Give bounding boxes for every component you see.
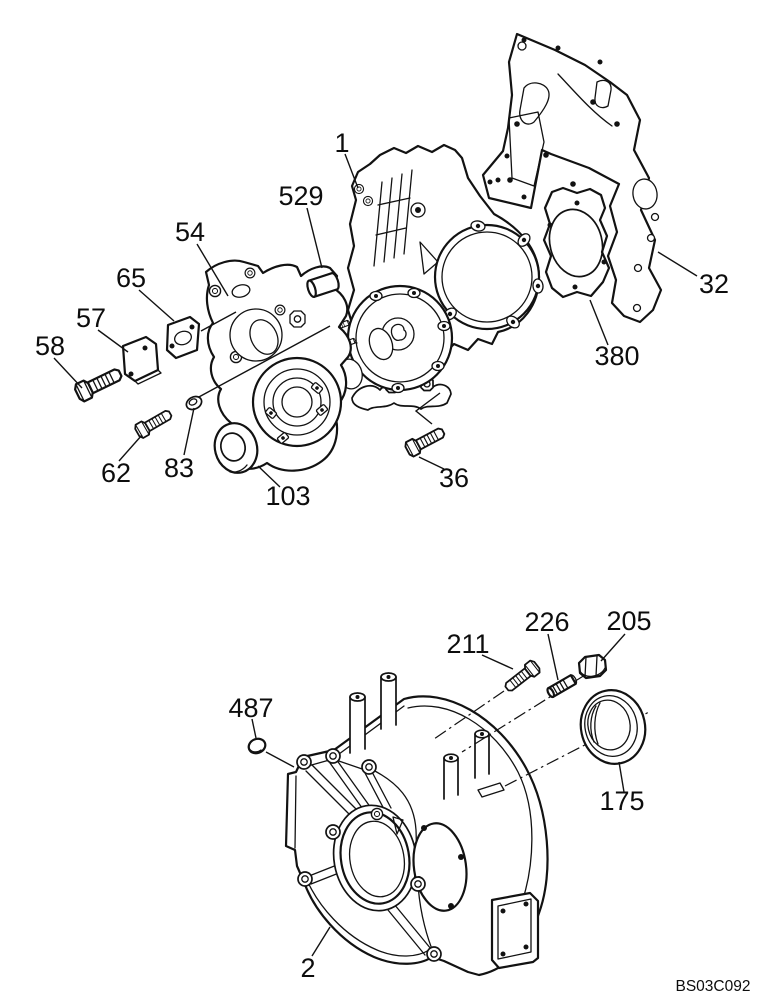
- leader-58: [54, 358, 82, 388]
- leader-32: [658, 252, 697, 276]
- flange-eye: [298, 872, 312, 886]
- flange-eye: [297, 755, 311, 769]
- callout-36: 36: [438, 463, 470, 493]
- cover-eye: [209, 285, 220, 296]
- part-487-plug: [246, 736, 267, 755]
- leader-65: [139, 290, 174, 321]
- leader-205: [601, 634, 625, 661]
- leader-2: [312, 927, 330, 956]
- callout-487: 487: [228, 693, 274, 723]
- part-58-bolt: [73, 365, 124, 403]
- callout-54: 54: [174, 217, 206, 247]
- flange-eye: [326, 825, 340, 839]
- part-57-cover-plate: [123, 337, 161, 384]
- part-65-gasket: [167, 317, 199, 358]
- cover-eye: [245, 268, 255, 278]
- leader-529: [307, 208, 322, 268]
- flange-eye: [411, 877, 425, 891]
- callout-32: 32: [698, 269, 730, 299]
- leader-83: [184, 408, 194, 455]
- callout-175: 175: [599, 786, 645, 816]
- callout-58: 58: [34, 331, 66, 361]
- leader-226: [548, 634, 558, 680]
- callout-62: 62: [100, 458, 132, 488]
- leader-57: [98, 330, 128, 352]
- part-2-flywheel-housing: [286, 673, 548, 975]
- flywheel-housing-assembly: [246, 655, 651, 975]
- callout-2: 2: [300, 953, 316, 983]
- flange-eye: [362, 760, 376, 774]
- part-211-bolt: [502, 659, 541, 694]
- part-1-top-bolt: [354, 184, 363, 193]
- part-36-bolt: [404, 425, 447, 458]
- drawing-code: BS03C092: [675, 978, 751, 995]
- callout-83: 83: [163, 453, 195, 483]
- part-205-nut: [579, 655, 606, 678]
- housing-foot: [492, 893, 538, 968]
- leader-1: [345, 154, 358, 188]
- cover-eye: [275, 305, 285, 315]
- callout-103: 103: [265, 481, 311, 511]
- callout-65: 65: [115, 263, 147, 293]
- part-1-top-bolt: [363, 196, 372, 205]
- callout-205: 205: [606, 606, 652, 636]
- callout-380: 380: [594, 341, 640, 371]
- callout-529: 529: [278, 181, 324, 211]
- timing-gear-cover-assembly: [73, 34, 661, 478]
- flange-eye: [427, 947, 441, 961]
- part-226-stud: [546, 674, 578, 698]
- part-62-bolt: [134, 407, 175, 439]
- flange-eye: [326, 749, 340, 763]
- cover-hex-boss: [290, 311, 305, 327]
- leader-380: [590, 300, 608, 345]
- callout-57: 57: [75, 303, 107, 333]
- callout-226: 226: [524, 607, 570, 637]
- callout-211: 211: [446, 629, 490, 659]
- part-175-oil-seal: [574, 684, 652, 770]
- callout-1: 1: [334, 128, 350, 158]
- flange-eye: [371, 808, 382, 819]
- part-380-gasket: [543, 188, 610, 297]
